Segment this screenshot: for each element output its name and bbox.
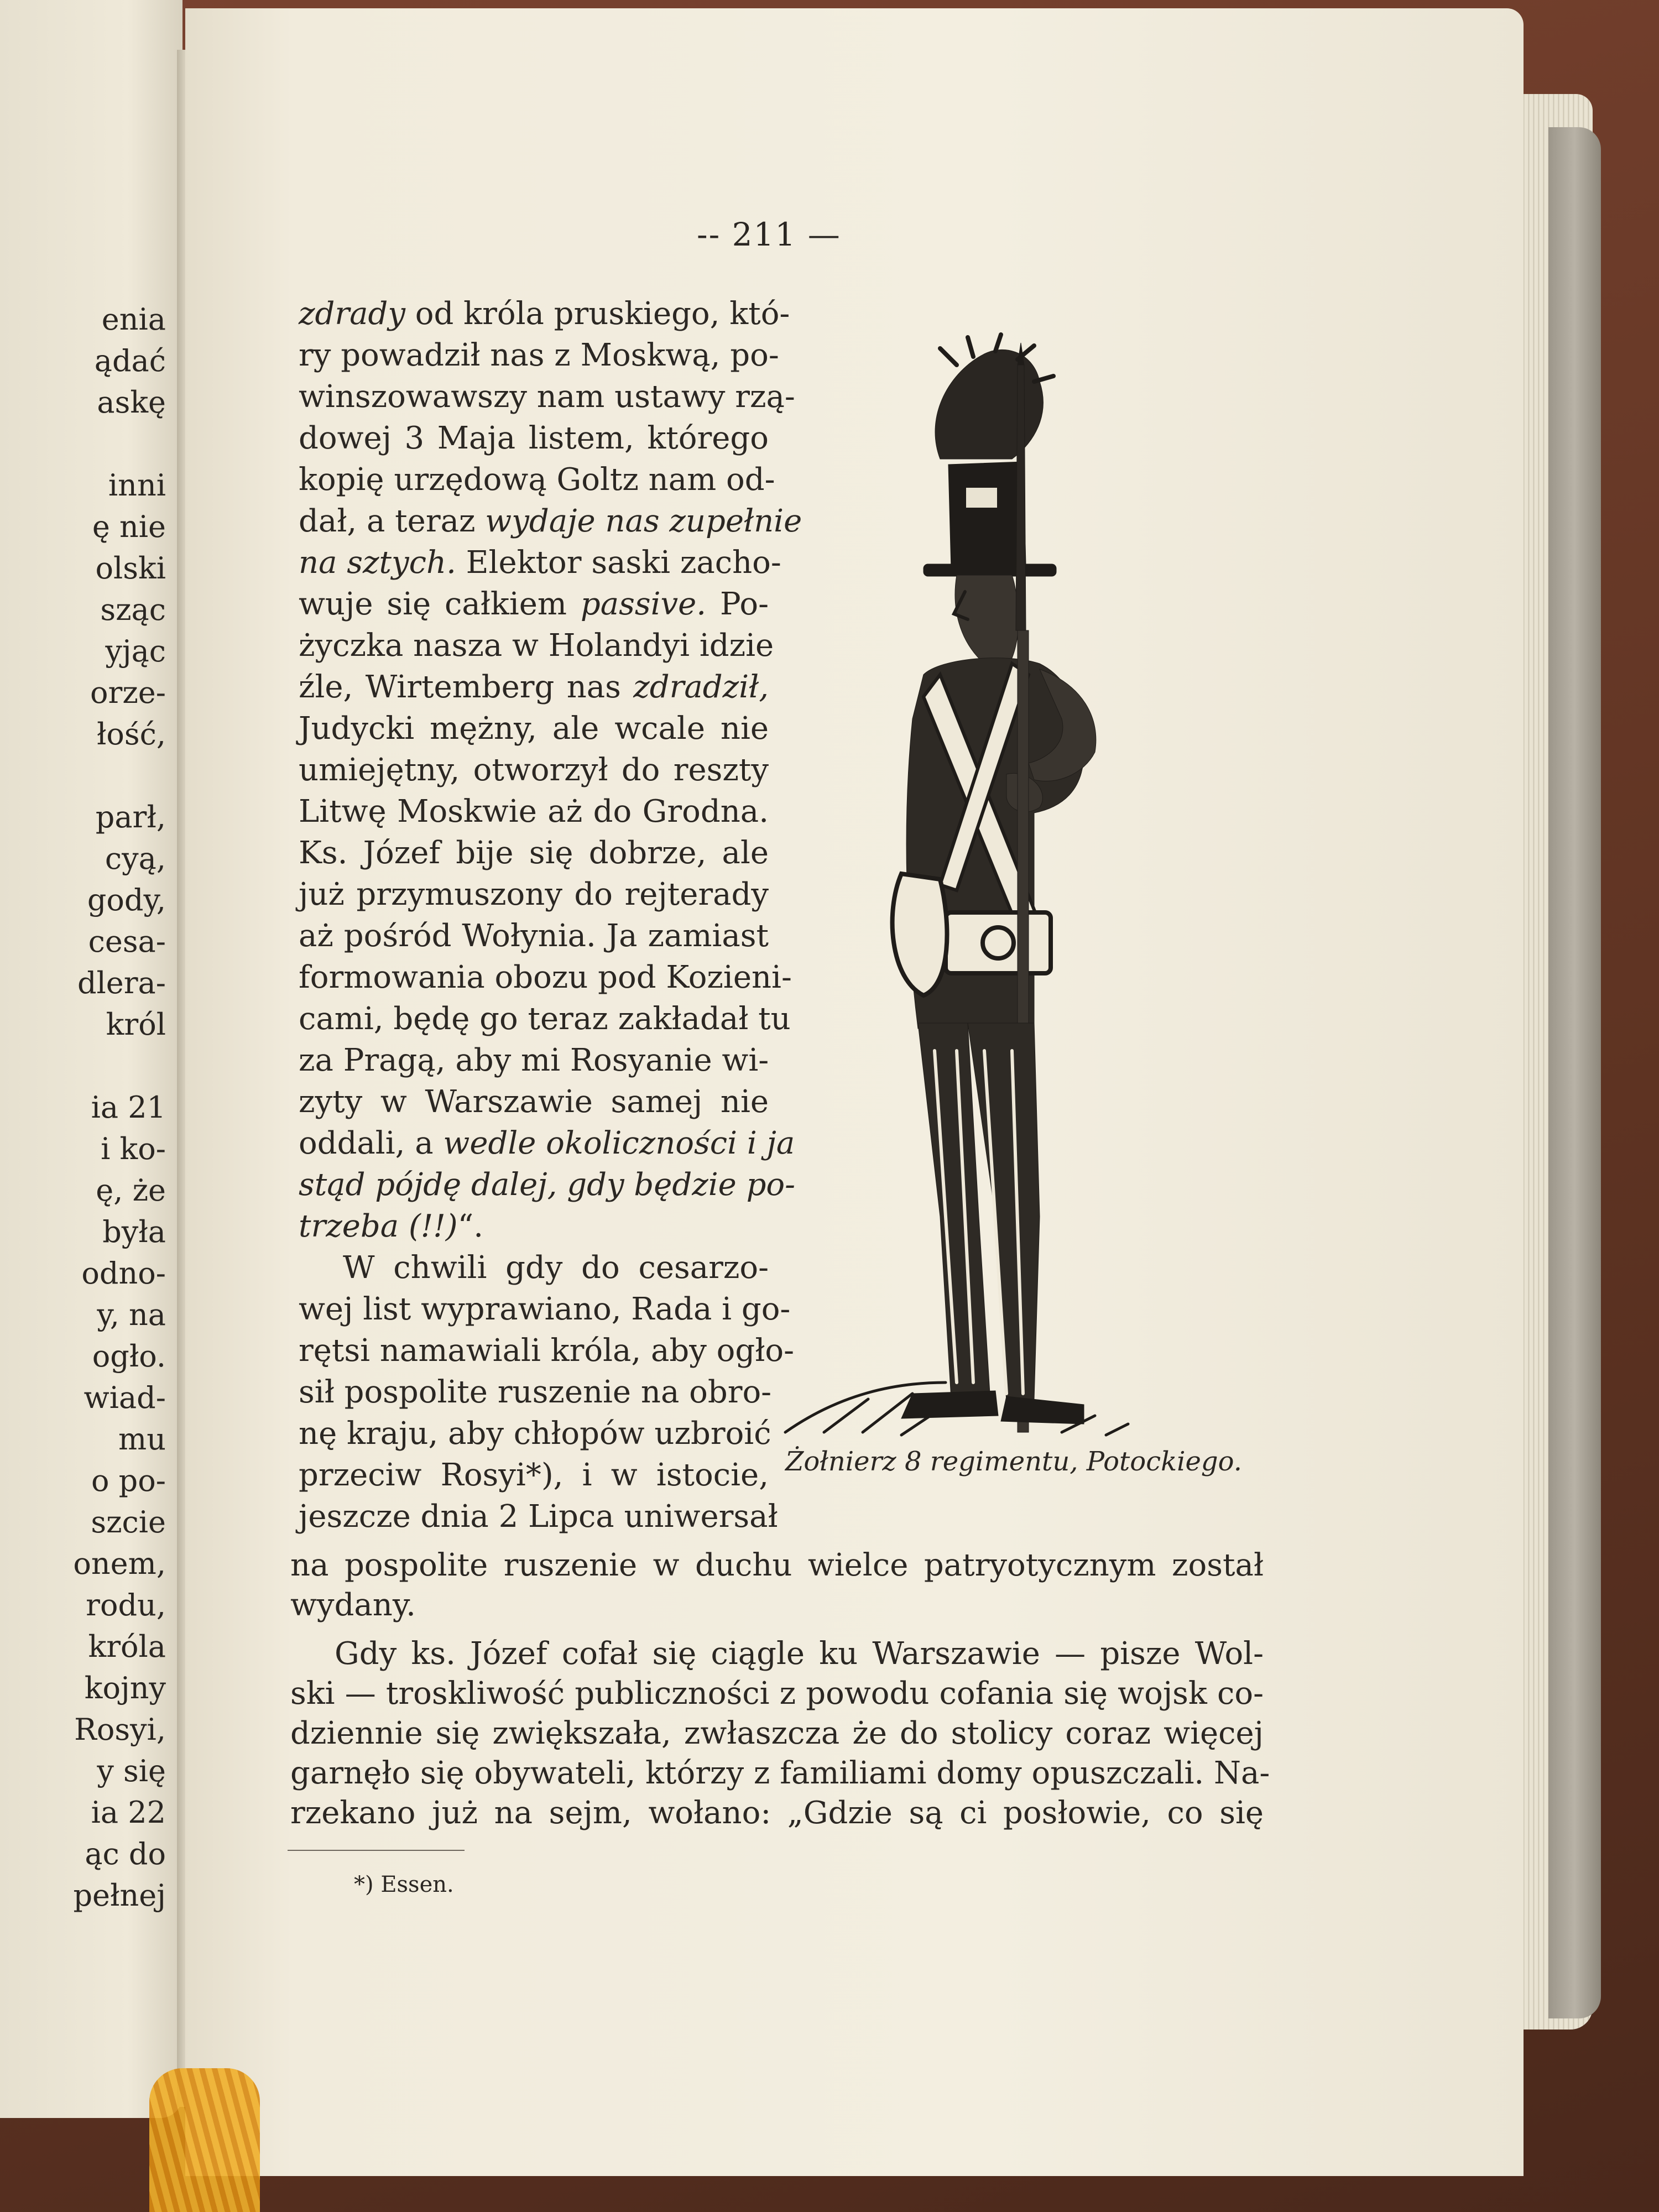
text-line — [299, 625, 774, 666]
illustration-caption: Żołnierz 8 regimentu, Potockiego. — [785, 1446, 1242, 1477]
text-line — [290, 1754, 1270, 1793]
left-page-fragment: łość, — [96, 717, 166, 752]
text-line — [290, 1714, 1264, 1754]
text-line — [290, 1585, 1264, 1625]
left-page-fragment: szcie — [91, 1505, 166, 1540]
text-run: Litwę Moskwie aż do Grodna. — [299, 794, 769, 830]
text-run: formowania obozu pod Kozieni- — [299, 959, 792, 995]
text-run: już przymuszony do rejterady — [299, 877, 769, 912]
left-page-fragment: cesa- — [88, 924, 166, 959]
left-page-fragment: onem, — [73, 1546, 166, 1581]
text-run: “. — [457, 1208, 484, 1244]
text-line — [299, 874, 769, 915]
text-line — [299, 293, 790, 335]
soldier-illustration — [774, 332, 1272, 1438]
text-line — [299, 749, 769, 791]
left-page-fragment: dlera- — [77, 966, 166, 1000]
left-page-fragment: ąc do — [85, 1837, 166, 1871]
left-page — [0, 0, 182, 2118]
text-run: zyty w Warszawie samej nie — [299, 1084, 769, 1120]
text-line — [290, 1674, 1264, 1714]
text-run: oddali, a — [299, 1125, 444, 1161]
left-page-fragment: y się — [97, 1754, 166, 1788]
text-run: dał, a teraz — [299, 503, 486, 539]
text-line — [299, 542, 781, 583]
text-line — [290, 1634, 1264, 1674]
italic-text: trzeba (!!) — [299, 1208, 458, 1244]
text-line — [299, 1247, 769, 1288]
italic-text: na sztych. — [299, 545, 456, 581]
text-run: winszowawszy nam ustawy rzą- — [299, 379, 795, 415]
text-run: wydany. — [290, 1587, 416, 1623]
text-line — [299, 583, 769, 625]
text-run: źle, Wirtemberg nas — [299, 669, 634, 705]
text-run: ry powadził nas z Moskwą, po- — [299, 337, 779, 373]
text-paragraph-wolski — [290, 1634, 1270, 1833]
text-run: rzekano już na sejm, wołano: „Gdzie są ci posłowie, co się — [290, 1795, 1264, 1831]
left-page-fragment: cyą, — [105, 841, 166, 876]
text-line — [299, 335, 779, 376]
text-run: od króla pruskiego, któ- — [405, 296, 790, 332]
left-page-fragment: król — [106, 1007, 166, 1042]
left-page-fragment: askę — [97, 385, 166, 420]
left-page-fragment: rodu, — [86, 1588, 166, 1623]
text-line — [299, 1330, 794, 1371]
book-cover — [1548, 127, 1601, 2018]
italic-text: stąd pójdę dalej, gdy będzie po- — [299, 1167, 796, 1203]
left-page-fragment: ia 21 — [91, 1090, 166, 1125]
left-page-fragment: parł, — [95, 800, 166, 834]
text-line — [299, 1164, 796, 1206]
text-line — [299, 418, 769, 459]
text-line — [299, 708, 769, 749]
left-page-fragment: ę nie — [92, 509, 166, 544]
text-line — [299, 791, 769, 832]
text-run: sił pospolite ruszenie na obro- — [299, 1374, 772, 1410]
italic-text: passive. — [580, 586, 707, 622]
text-run: jeszcze dnia 2 Lipca uniwersał — [299, 1499, 778, 1535]
text-line — [299, 957, 792, 998]
text-line — [299, 1206, 769, 1247]
text-run: życzka nasza w Holandyi idzie — [299, 628, 774, 664]
text-run: nę kraju, aby chłopów uzbroić — [299, 1416, 771, 1452]
text-line — [299, 1288, 791, 1330]
text-line — [299, 1454, 769, 1496]
left-page-fragment: pełnej — [73, 1878, 166, 1913]
text-line — [299, 666, 769, 708]
left-page-text — [22, 299, 166, 1916]
left-page-fragment: y, na — [97, 1297, 166, 1332]
text-run: ski — troskliwość publiczności z powodu cofania się wojsk co- — [290, 1676, 1264, 1712]
text-line — [299, 998, 791, 1040]
left-page-fragment — [22, 423, 166, 465]
text-run: W chwili gdy do cesarzo- — [343, 1250, 769, 1286]
left-page-fragment: ia 22 — [91, 1795, 166, 1830]
text-run: na pospolite ruszenie w duchu wielce patryotycznym został — [290, 1547, 1264, 1583]
left-page-fragment: yjąc — [105, 634, 166, 669]
left-page-fragment: odno- — [81, 1256, 166, 1291]
text-column — [299, 293, 802, 1537]
text-run: wuje się całkiem — [299, 586, 581, 622]
text-line — [299, 1371, 772, 1413]
text-line — [299, 459, 775, 500]
left-page-fragment: orze- — [90, 675, 166, 710]
bookmark-ribbon — [149, 2068, 260, 2212]
text-run: umiejętny, otworzył do reszty — [299, 752, 769, 788]
left-page-fragment: o po- — [91, 1463, 166, 1498]
left-page-fragment: olski — [95, 551, 166, 586]
italic-text: wydaje nas zupełnie — [485, 503, 802, 539]
left-page-fragment: enia — [101, 302, 166, 337]
text-run: garnęło się obywateli, którzy z familiami domy opuszczali. Na- — [290, 1755, 1270, 1791]
text-line — [299, 1496, 778, 1537]
text-run: Judycki mężny, ale wcale nie — [299, 711, 769, 747]
text-run: przeciw Rosyi*), i w istocie, — [299, 1457, 769, 1493]
text-run: wej list wyprawiano, Rada i go- — [299, 1291, 791, 1327]
text-run: Elektor saski zacho- — [456, 545, 781, 581]
text-run: Gdy ks. Józef cofał się ciągle ku Warszawie — pisze Wol- — [335, 1636, 1264, 1672]
text-line — [299, 1413, 769, 1454]
page-number: -- 211 — — [697, 216, 841, 253]
italic-text: zdrady — [299, 296, 405, 332]
text-line — [299, 1040, 769, 1081]
text-line — [299, 376, 795, 418]
footnote: *) Essen. — [354, 1872, 454, 1897]
text-line — [299, 500, 802, 542]
text-run: dziennie się zwiększała, zwłaszcza że do stolicy coraz więcej — [290, 1715, 1264, 1751]
left-page-fragment: króla — [88, 1629, 166, 1664]
italic-text: zdradził, — [633, 669, 769, 705]
text-run: Po- — [706, 586, 769, 622]
text-line — [290, 1546, 1264, 1585]
text-run: kopię urzędową Goltz nam od- — [299, 462, 775, 498]
text-line — [299, 915, 769, 957]
text-line — [299, 832, 769, 874]
text-paragraph-continued — [290, 1546, 1264, 1625]
left-page-fragment — [22, 1045, 166, 1087]
footnote-rule — [288, 1850, 465, 1851]
text-line — [299, 1123, 795, 1164]
left-page-fragment: mu — [118, 1422, 166, 1457]
left-page-fragment — [22, 755, 166, 796]
left-page-fragment: była — [102, 1214, 166, 1249]
left-page-fragment: wiad- — [84, 1380, 166, 1415]
left-page-fragment: inni — [108, 468, 166, 503]
italic-text: wedle okoliczności i ja — [443, 1125, 795, 1161]
left-page-fragment: gody, — [87, 883, 166, 917]
text-line — [290, 1793, 1264, 1833]
left-page-fragment: ogło. — [92, 1339, 166, 1374]
text-run: dowej 3 Maja listem, którego — [299, 420, 769, 456]
text-run: za Pragą, aby mi Rosyanie wi- — [299, 1042, 769, 1078]
text-run: Ks. Józef bije się dobrze, ale — [299, 835, 769, 871]
text-run: rętsi namawiali króla, aby ogło- — [299, 1333, 794, 1369]
left-page-fragment: kojny — [84, 1671, 166, 1705]
text-run: cami, będę go teraz zakładał tu — [299, 1001, 791, 1037]
left-page-fragment: sząc — [100, 592, 166, 627]
text-line — [299, 1081, 769, 1123]
left-page-fragment: ę, że — [96, 1173, 166, 1208]
text-run: aż pośród Wołynia. Ja zamiast — [299, 918, 769, 954]
left-page-fragment: Rosyi, — [74, 1712, 166, 1747]
left-page-fragment: ądać — [94, 343, 166, 378]
left-page-fragment: i ko- — [101, 1131, 166, 1166]
